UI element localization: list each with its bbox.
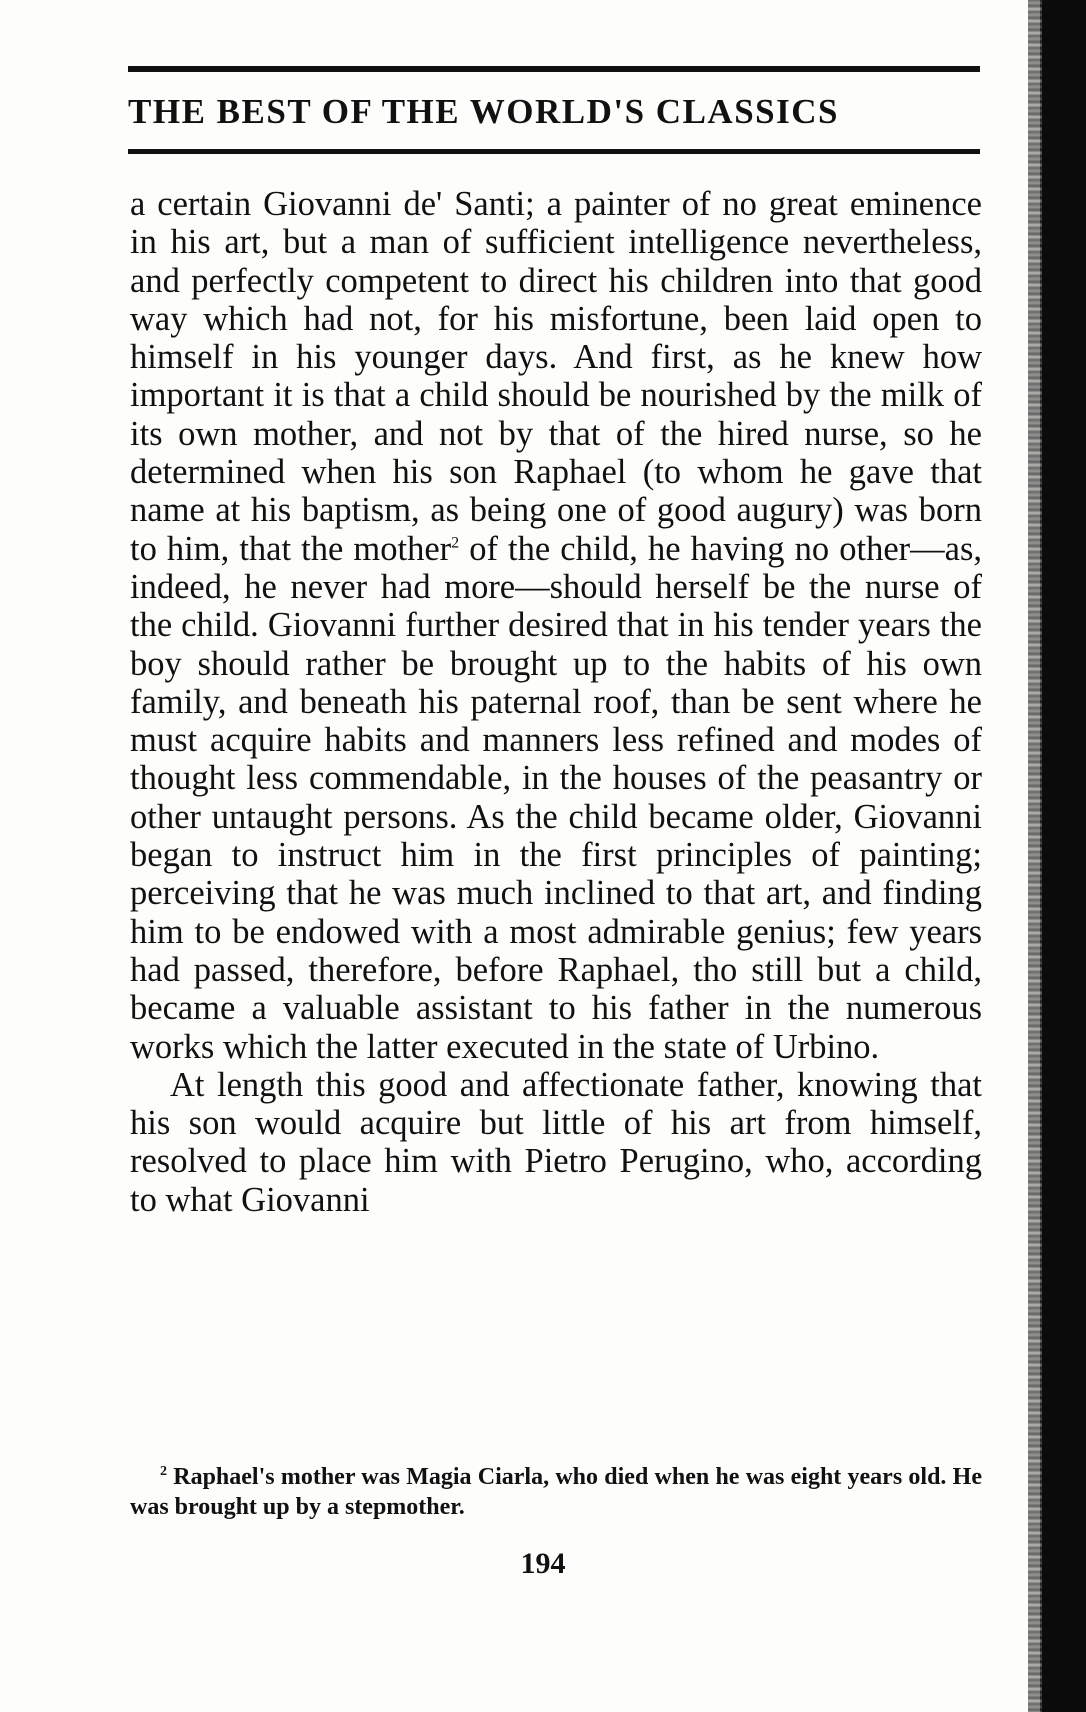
header-rule-bottom xyxy=(128,149,980,154)
page-edge-shadow xyxy=(1040,0,1086,1712)
footnote-reference: 2 xyxy=(451,534,460,552)
footnote xyxy=(130,1462,982,1522)
header-rule-top xyxy=(128,66,980,72)
paragraph-1-continued: of the child, he having no other—as, indeed, he never had more—should herself be the nurse of the child. Giovanni further desired that in his tender years the boy should rather be brought up to the habits of his own family, and beneath his paternal roof, than be sent where he must acquire habits and manners less refined and modes of thought less commendable, in the houses of the peasantry or other untaught persons. As the child became older, Giovanni began to instruct him in the first principles of painting; perceiving that he was much inclined to that art, and finding him to be endowed with a most admirable genius; few years had passed, therefore, before Raphael, tho still but a child, became a valuable assistant to his father in the numerous works which the latter executed in the state of Urbino. xyxy=(130,529,982,1066)
paragraph-1 xyxy=(130,185,982,1066)
body-text xyxy=(130,185,982,1219)
page-number: 194 xyxy=(520,1547,566,1580)
footnote-mark: 2 xyxy=(160,1464,167,1479)
footnote-text: Raphael's mother was Magia Ciarla, who died when he was eight years old. He was brought up by a stepmother. xyxy=(130,1464,983,1520)
paragraph-1-text: a certain Giovanni de' Santi; a painter of no great eminence in his art, but a man of sufficient intelligence nevertheless, and perfectly competent to direct his children into that good way which had not, for his misfortune, been laid open to himself in his younger days. And first, as he knew how important it is that a child should be nourished by the milk of its own mother, and not by that of the hired nurse, so he determined when his son Raphael (to whom he gave that name at his baptism, as being one of good augury) was born to him, that the mother xyxy=(130,185,982,568)
running-head: THE BEST OF THE WORLD'S CLASSICS xyxy=(128,92,839,131)
paragraph-2: At length this good and affectionate father, knowing that his son would acquire but little of his art from himself, resolved to place him with Pietro Perugino, who, according to what Giovanni xyxy=(130,1065,982,1219)
